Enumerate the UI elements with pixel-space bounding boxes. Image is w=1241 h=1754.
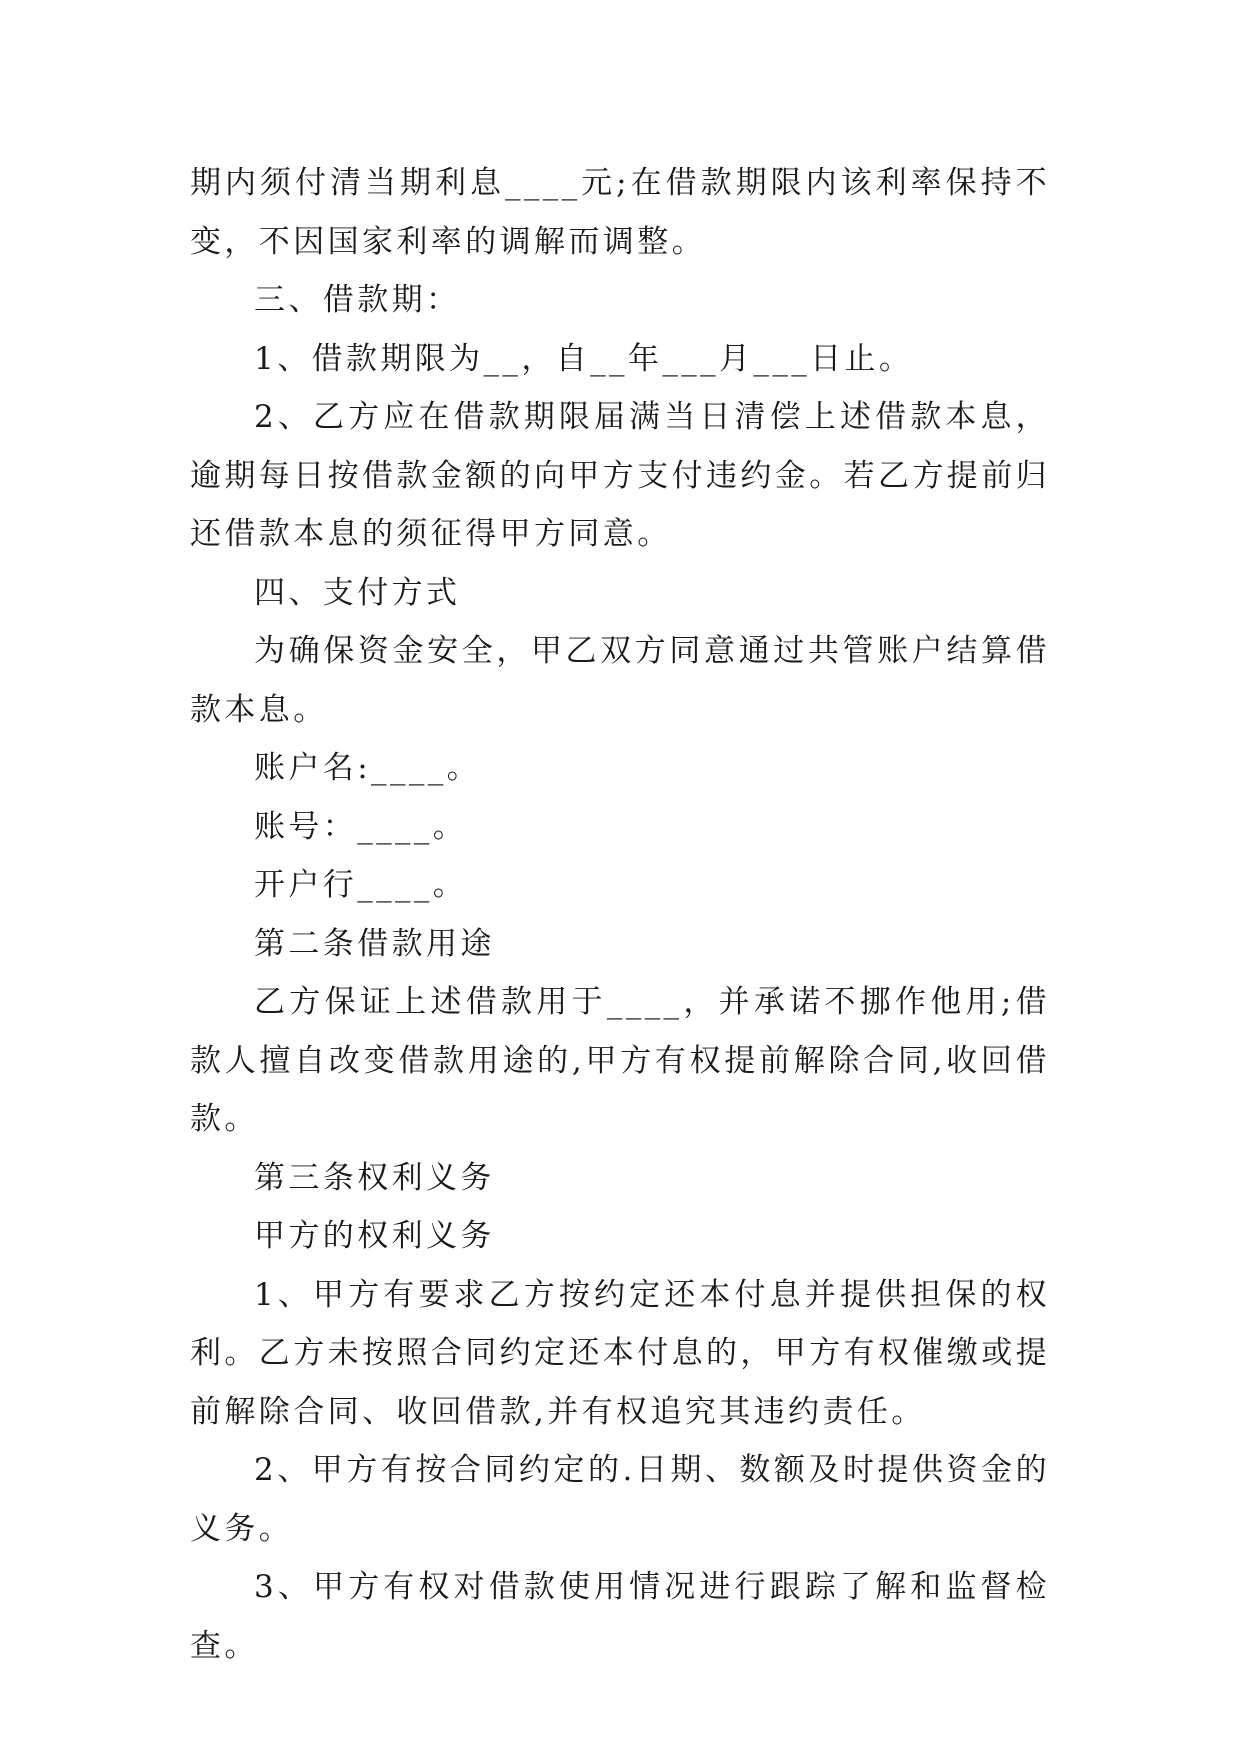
- paragraph-repayment-penalty: 2、乙方应在借款期限届满当日清偿上述借款本息，逾期每日按借款金额的向甲方支付违约金。若乙方提前归还借款本息的须征得甲方同意。: [190, 399, 1050, 552]
- heading-loan-period: 三、借款期：: [254, 282, 461, 318]
- paragraph-loan-term: 1、借款期限为__，自__年___月___日止。: [254, 340, 914, 377]
- paragraph-interest-continuation: 期内须付清当期利息____元;在借款期限内该利率保持不变，不因国家利率的调解而调整。: [190, 165, 1050, 260]
- document-body: [190, 154, 1050, 1675]
- heading-party-a-rights: 甲方的权利义务: [254, 1218, 495, 1254]
- heading-payment-method: 四、支付方式: [254, 574, 461, 611]
- paragraph-party-a-right-3: 3、甲方有权对借款使用情况进行跟踪了解和监督检查。: [190, 1569, 1050, 1664]
- paragraph-party-a-right-2: 2、甲方有按合同约定的.日期、数额及时提供资金的义务。: [190, 1452, 1050, 1547]
- paragraph-loan-purpose: 乙方保证上述借款用于____，并承诺不挪作他用;借款人擅自改变借款用途的,甲方有权提前解除合同,收回借款。: [190, 984, 1050, 1137]
- heading-article-two-loan-purpose: 第二条借款用途: [254, 925, 495, 962]
- field-account-number: 账号：____。: [254, 808, 468, 845]
- field-account-name: 账户名:____。: [254, 750, 482, 786]
- field-opening-bank: 开户行____。: [254, 867, 468, 903]
- heading-article-three-rights: 第三条权利义务: [254, 1159, 495, 1196]
- paragraph-party-a-right-1: 1、甲方有要求乙方按约定还本付息并提供担保的权利。乙方未按照合同约定还本付息的，甲方有权催缴或提前解除合同、收回借款,并有权追究其违约责任。: [190, 1276, 1050, 1430]
- paragraph-joint-account: 为确保资金安全，甲乙双方同意通过共管账户结算借款本息。: [190, 633, 1050, 728]
